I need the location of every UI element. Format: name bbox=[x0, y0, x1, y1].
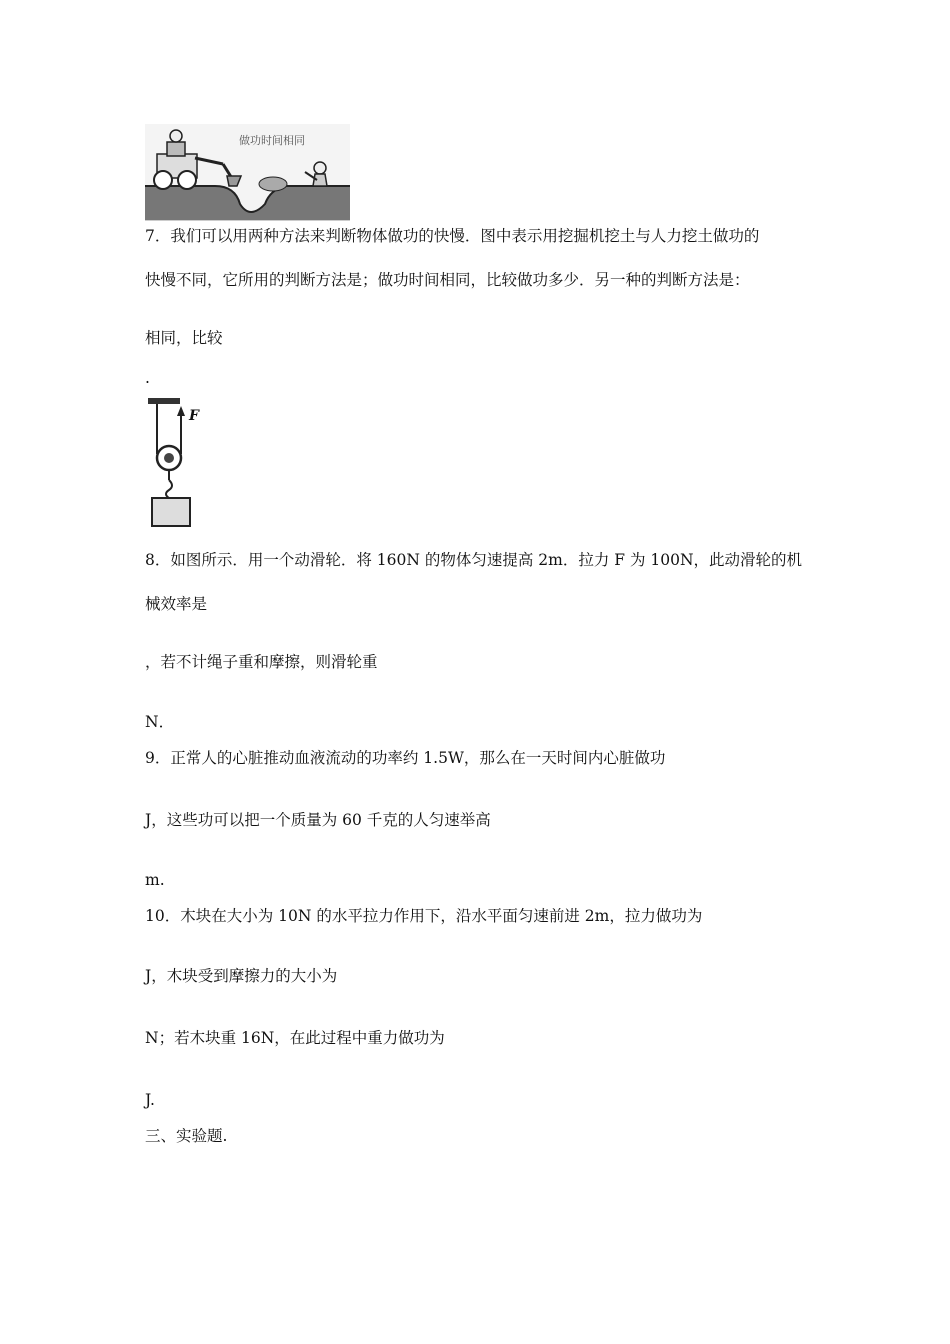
q9-line-2: J，这些功可以把一个质量为 60 千克的人匀速举高 bbox=[145, 811, 491, 829]
pulley-figure bbox=[145, 394, 215, 532]
q7-line-1: 7．我们可以用两种方法来判断物体做功的快慢．图中表示用挖掘机挖土与人力挖土做功的 bbox=[145, 227, 760, 245]
section-heading: 三、实验题. bbox=[145, 1127, 228, 1145]
q10-line-4: J. bbox=[145, 1091, 155, 1109]
q8-line-2: 械效率是 bbox=[145, 595, 208, 613]
figure-caption: 做功时间相同 bbox=[239, 134, 305, 147]
q10-line-3: N；若木块重 16N，在此过程中重力做功为 bbox=[145, 1029, 445, 1047]
q7-line-2: 快慢不同，它所用的判断方法是；做功时间相同，比较做功多少．另一种的判断方法是： bbox=[145, 271, 750, 289]
q7-line-4: . bbox=[145, 369, 150, 387]
q10-line-1: 10．木块在大小为 10N 的水平拉力作用下，沿水平面匀速前进 2m，拉力做功为 bbox=[145, 907, 703, 925]
q10-line-2: J，木块受到摩擦力的大小为 bbox=[145, 967, 338, 985]
q8-line-1: 8．如图所示．用一个动滑轮．将 160N 的物体匀速提高 2m．拉力 F 为 100N，此动滑轮的机 bbox=[145, 551, 803, 569]
pulley-diagram bbox=[145, 394, 215, 532]
q8-line-3: ，若不计绳子重和摩擦，则滑轮重 bbox=[145, 653, 378, 671]
q8-line-4: N． bbox=[145, 713, 175, 731]
force-label: F bbox=[189, 408, 199, 424]
q9-line-1: 9．正常人的心脏推动血液流动的功率约 1.5W，那么在一天时间内心脏做功 bbox=[145, 749, 666, 767]
excavator-figure bbox=[145, 124, 350, 221]
q7-line-3: 相同，比较 bbox=[145, 329, 223, 347]
q9-line-3: m. bbox=[145, 871, 165, 889]
